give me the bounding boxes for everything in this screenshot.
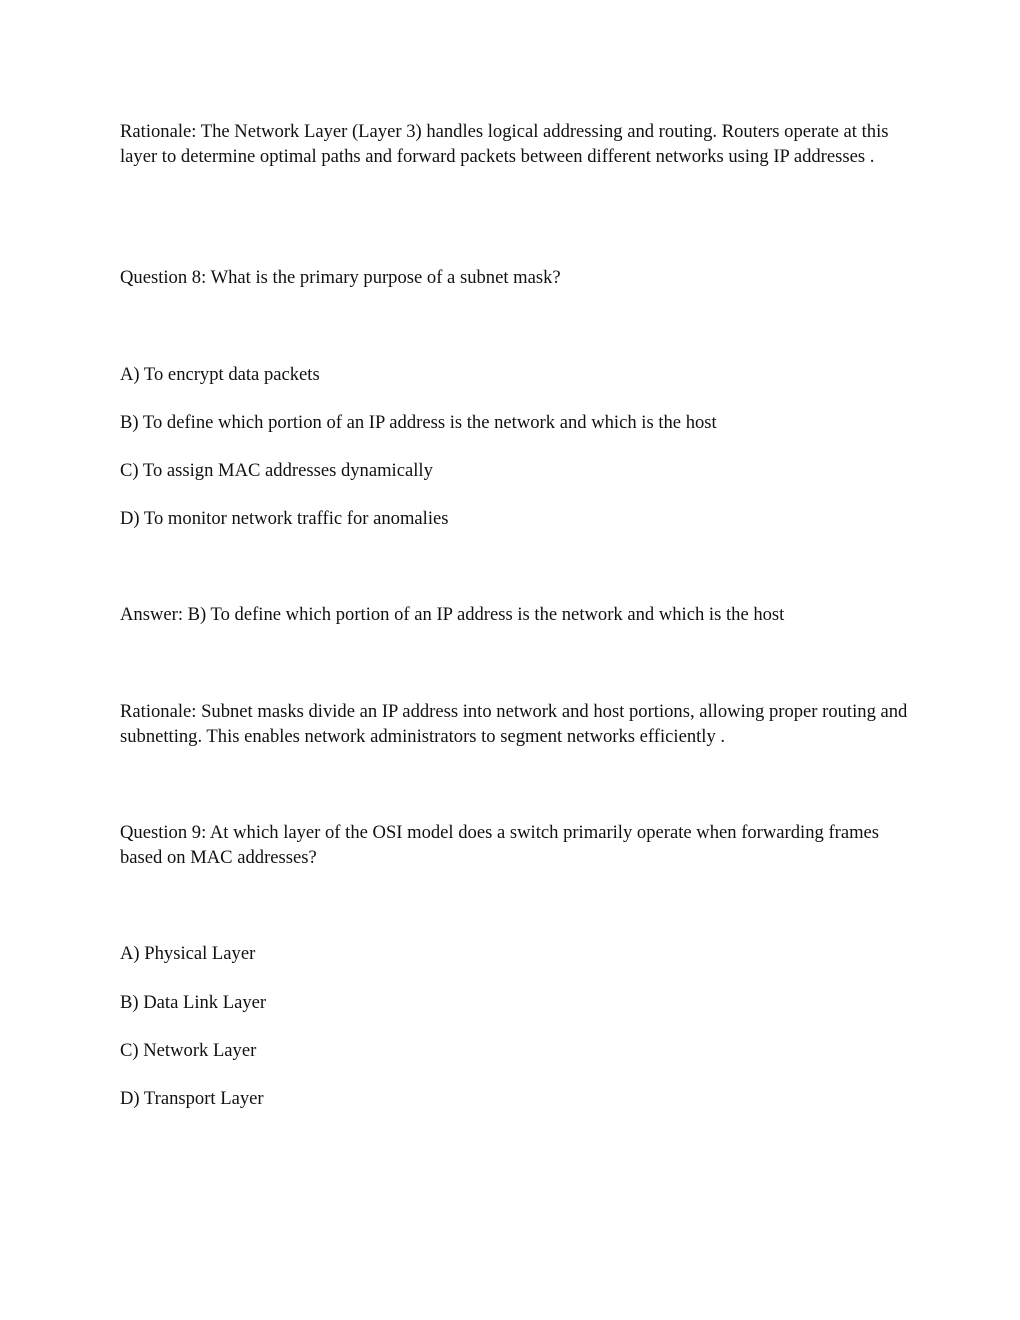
question-8-text: Question 8: What is the primary purpose of a subnet mask? bbox=[120, 267, 561, 288]
question-8-option-c: C) To assign MAC addresses dynamically bbox=[120, 460, 433, 481]
question-9-option-b: B) Data Link Layer bbox=[120, 992, 267, 1013]
question-9-text: Question 9: At which layer of the OSI model does a switch primarily operate when forwarding frames based on MAC addresses? bbox=[120, 822, 880, 868]
question-9-option-c: C) Network Layer bbox=[120, 1040, 257, 1061]
question-9-option-d: D) Transport Layer bbox=[120, 1088, 264, 1109]
question-8-option-d: D) To monitor network traffic for anomalies bbox=[120, 508, 449, 529]
question-8-option-a: A) To encrypt data packets bbox=[120, 364, 320, 385]
question-9-option-a: A) Physical Layer bbox=[120, 943, 256, 964]
question-8-option-b: B) To define which portion of an IP address is the network and which is the host bbox=[120, 412, 717, 433]
rationale-paragraph: Rationale: The Network Layer (Layer 3) handles logical addressing and routing. Routers operate at this layer to determine optimal paths and forward packets between different networks using IP addresses . bbox=[120, 121, 889, 167]
question-8-answer: Answer: B) To define which portion of an IP address is the network and which is the host bbox=[120, 604, 785, 625]
question-8-rationale: Rationale: Subnet masks divide an IP address into network and host portions, allowing proper routing and subnetting. This enables network administrators to segment networks efficiently . bbox=[120, 701, 908, 747]
